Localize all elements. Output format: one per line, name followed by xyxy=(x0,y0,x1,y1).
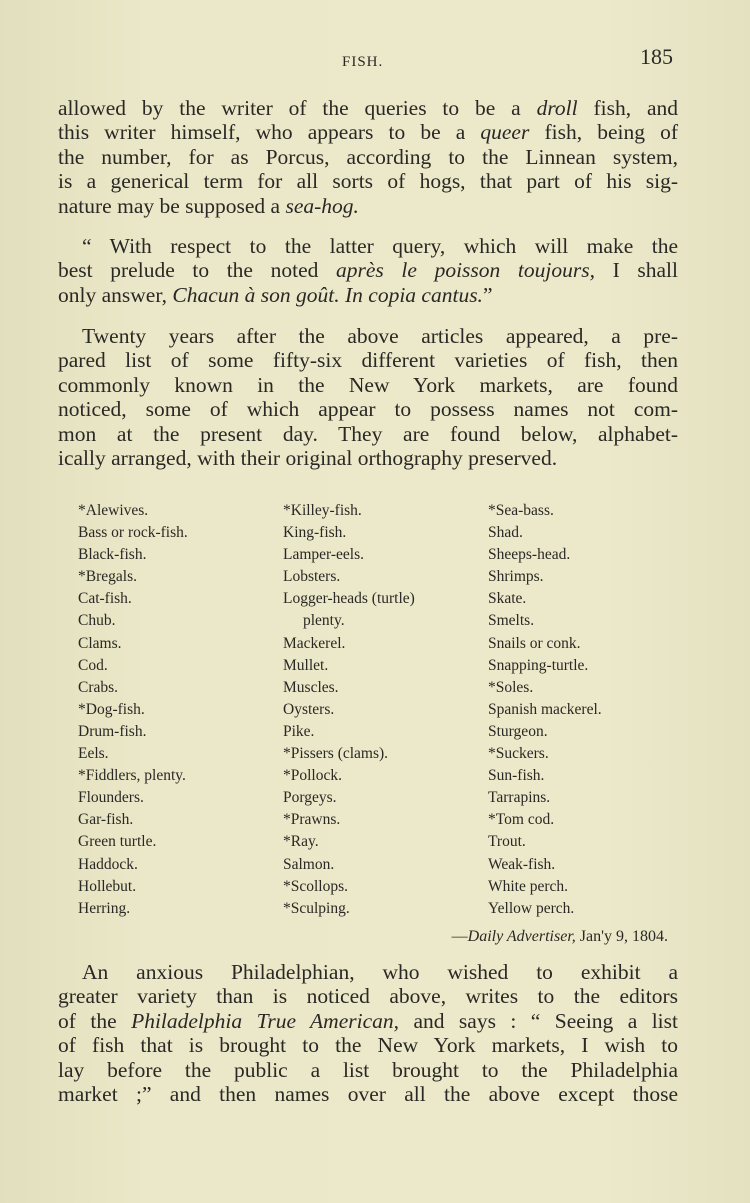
text-line: greater variety than is noticed above, writes to the editors xyxy=(58,984,678,1009)
paragraph-philadelphian xyxy=(58,960,678,1106)
text-line: noticed, some of which appear to possess names not com- xyxy=(58,397,678,422)
list-item: *Sea-bass. xyxy=(488,502,554,519)
list-item: Green turtle. xyxy=(78,833,157,851)
list-item: *Sculping. xyxy=(283,899,350,917)
fish-column-1 xyxy=(78,500,188,920)
running-head xyxy=(0,44,750,74)
list-item: Snails or conk. xyxy=(488,634,581,652)
list-item: King-fish. xyxy=(283,524,347,542)
list-item: Clams. xyxy=(78,634,122,652)
list-item: Sheeps-head. xyxy=(488,546,571,564)
list-item: Porgeys. xyxy=(283,789,337,807)
list-item: Cod. xyxy=(78,656,108,674)
list-item: Gar-fish. xyxy=(78,811,134,829)
list-item: *Pissers (clams). xyxy=(283,745,389,763)
list-item: Mackerel. xyxy=(283,634,346,652)
list-item: *Suckers. xyxy=(488,745,549,763)
list-item: Weak-fish. xyxy=(488,855,556,873)
text-line: An anxious Philadelphian, who wished to exhibit a xyxy=(82,960,678,984)
list-item: *Killey-fish. xyxy=(283,502,362,519)
list-item: Haddock. xyxy=(78,855,138,873)
text-line: of the Philadelphia True American, and says : “ Seeing a list xyxy=(58,1008,678,1033)
list-item: Logger-heads (turtle) xyxy=(283,590,415,608)
list-item: *Fiddlers, plenty. xyxy=(78,767,186,785)
list-item: Oysters. xyxy=(283,700,335,718)
list-item: Smelts. xyxy=(488,612,535,630)
text-line: of fish that is brought to the New York markets, I wish to xyxy=(58,1033,678,1058)
list-item: Skate. xyxy=(488,590,527,608)
list-item: Black-fish. xyxy=(78,546,147,564)
list-item: Pike. xyxy=(283,722,315,740)
list-item: Sturgeon. xyxy=(488,722,548,740)
text-line: is a generical term for all sorts of hogs, that part of his sig- xyxy=(58,169,678,194)
fish-column-3 xyxy=(488,500,602,920)
list-item: *Scollops. xyxy=(283,877,349,895)
list-item: Bass or rock-fish. xyxy=(78,524,188,542)
list-item: *Dog-fish. xyxy=(78,700,145,718)
list-item: plenty. xyxy=(303,612,345,630)
list-item: Spanish mackerel. xyxy=(488,700,602,718)
text-line: mon at the present day. They are found below, alphabet- xyxy=(58,421,678,446)
text-line: market ;” and then names over all the above except those xyxy=(58,1082,678,1107)
fish-column-2 xyxy=(283,500,415,920)
list-item: Herring. xyxy=(78,899,131,917)
list-item: Mullet. xyxy=(283,656,329,674)
list-item: Shad. xyxy=(488,524,523,542)
list-item: Lobsters. xyxy=(283,568,341,586)
list-item: White perch. xyxy=(488,877,569,895)
list-item: Snapping-turtle. xyxy=(488,656,589,674)
text-line: allowed by the writer of the queries to be a droll fish, and xyxy=(58,96,678,120)
list-item: Crabs. xyxy=(78,678,119,696)
list-item: Shrimps. xyxy=(488,568,544,586)
text-line: nature may be supposed a sea-hog. xyxy=(58,193,359,218)
list-item: Lamper-eels. xyxy=(283,546,365,564)
text-line: Twenty years after the above articles appeared, a pre- xyxy=(82,324,678,348)
list-item: *Soles. xyxy=(488,678,534,696)
list-item: Salmon. xyxy=(283,855,335,873)
text-line: commonly known in the New York markets, are found xyxy=(58,372,678,397)
list-item: Yellow perch. xyxy=(488,899,575,917)
text-line: this writer himself, who appears to be a queer fish, being of xyxy=(58,120,678,145)
list-item: Chub. xyxy=(78,612,116,630)
list-item: Cat-fish. xyxy=(78,590,132,608)
text-line: ically arranged, with their original orthography preserved. xyxy=(58,446,558,471)
list-item: *Tom cod. xyxy=(488,811,555,829)
list-item: Drum-fish. xyxy=(78,722,147,740)
list-item: Muscles. xyxy=(283,678,339,696)
source-citation: —Daily Advertiser, Jan'y 9, 1804. xyxy=(451,928,668,945)
list-item: Flounders. xyxy=(78,789,144,807)
running-title: FISH. xyxy=(342,54,384,70)
text-line: pared list of some fifty-six different varieties of fish, then xyxy=(58,348,678,373)
list-item: *Alewives. xyxy=(78,502,149,519)
list-item: *Ray. xyxy=(283,833,319,851)
list-item: *Prawns. xyxy=(283,811,341,829)
text-line: best prelude to the noted après le poisson toujours, I shall xyxy=(58,258,678,283)
text-line: only answer, Chacun à son goût. In copia cantus.” xyxy=(58,282,493,307)
list-item: Sun-fish. xyxy=(488,767,545,785)
paragraph-twenty-years xyxy=(58,324,678,470)
paragraph-intro xyxy=(58,96,678,218)
list-item: Trout. xyxy=(488,833,526,851)
page-number: 185 xyxy=(640,44,673,69)
text-line: “ With respect to the latter query, which will make the xyxy=(82,234,678,258)
list-item: *Pollock. xyxy=(283,767,342,785)
list-item: Eels. xyxy=(78,745,109,763)
list-item: *Bregals. xyxy=(78,568,137,586)
paragraph-quote xyxy=(58,234,678,307)
list-item: Hollebut. xyxy=(78,877,137,895)
text-line: lay before the public a list brought to the Philadelphia xyxy=(58,1057,678,1082)
text-line: the number, for as Porcus, according to the Linnean system, xyxy=(58,144,678,169)
list-item: Tarrapins. xyxy=(488,789,551,807)
